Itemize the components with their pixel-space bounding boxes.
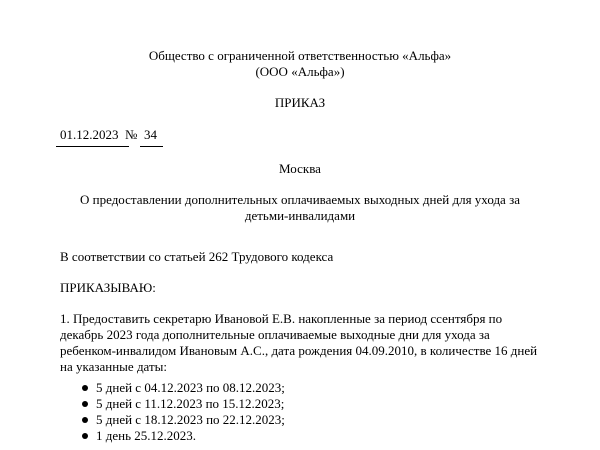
item1-line: ребенком-инвалидом Ивановым А.С., дата рождения 04.09.2010, в количестве 16 дней [60,343,538,358]
list-item [60,428,285,444]
list-item-text: 5 дней с 11.12.2023 по 15.12.2023; [96,396,285,411]
doc-type-title: ПРИКАЗ [274,95,326,110]
list-item-text: 1 день 25.12.2023. [96,428,197,443]
bullet-icon [82,401,88,407]
list-item-text: 5 дней с 04.12.2023 по 08.12.2023; [96,380,285,395]
order-date: 01.12.2023 [56,127,129,147]
list-item [60,396,285,412]
bullet-icon [82,433,88,439]
list-item [60,380,285,396]
order-keyword: ПРИКАЗЫВАЮ: [60,280,156,295]
order-subject-line-1: О предоставлении дополнительных оплачиваемых выходных дней для ухода за [80,192,520,207]
bullet-icon [82,385,88,391]
city: Москва [279,161,321,176]
legal-basis: В соответствии со статьей 262 Трудового кодекса [60,249,334,264]
org-short-name: (ООО «Альфа») [255,64,345,79]
bullet-icon [82,417,88,423]
item1-line: на указанные даты: [60,359,168,374]
list-item [60,412,285,428]
item1-line: 1. Предоставить секретарю Ивановой Е.В. накопленные за период ссентября по [60,311,503,326]
leave-dates-list [60,380,285,444]
order-number: 34 [140,127,163,147]
order-number-field [140,127,163,147]
list-item-text: 5 дней с 18.12.2023 по 22.12.2023; [96,412,285,427]
order-subject-line-2: детьми-инвалидами [244,208,356,223]
item1-line: декабрь 2023 года дополнительные оплачиваемые выходные дни для ухода за [60,327,490,342]
org-full-name: Общество с ограниченной ответственностью «Альфа» [148,48,452,63]
order-number-sign: № [125,127,138,142]
order-date-field [56,127,129,147]
